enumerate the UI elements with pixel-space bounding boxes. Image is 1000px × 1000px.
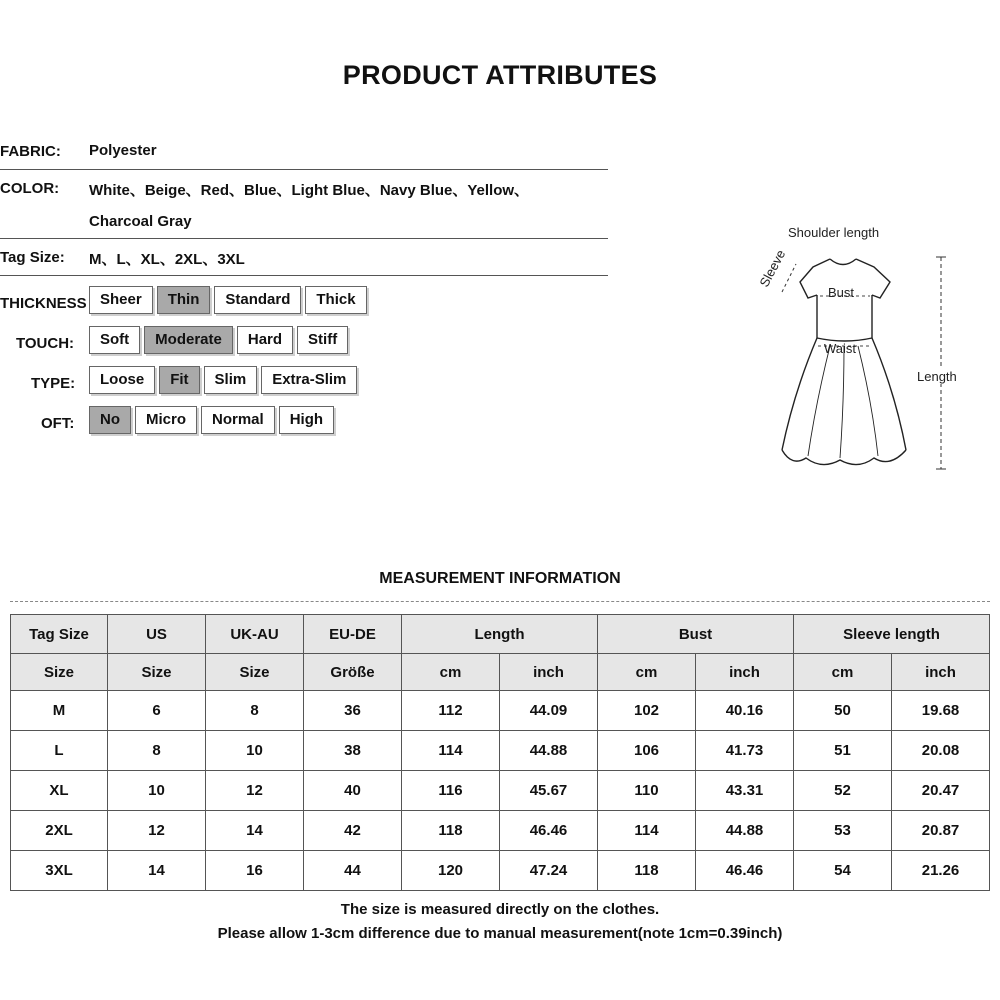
table-cell: 53 <box>794 811 892 851</box>
table-cell: 38 <box>304 731 402 771</box>
table-cell: 116 <box>402 771 500 811</box>
measurement-table <box>10 614 990 891</box>
table-cell: 47.24 <box>500 851 598 891</box>
subheader-cell: cm <box>402 654 500 691</box>
table-cell: 54 <box>794 851 892 891</box>
note-line-1: The size is measured directly on the clothes. <box>340 901 660 918</box>
header-tag-size: Tag Size <box>11 615 108 654</box>
type-option-loose: Loose <box>89 366 155 394</box>
type-label: TYPE: <box>31 375 76 392</box>
type-option-extra-slim: Extra-Slim <box>261 366 357 394</box>
oft-option-normal: Normal <box>201 406 275 434</box>
oft-option-no: No <box>89 406 131 434</box>
table-subheader-row <box>11 654 990 691</box>
table-cell: 10 <box>108 771 206 811</box>
type-option-fit: Fit <box>159 366 199 394</box>
subheader-cell: Size <box>206 654 304 691</box>
table-cell: 118 <box>402 811 500 851</box>
color-label: COLOR: <box>0 180 60 197</box>
subheader-cell: inch <box>892 654 990 691</box>
bust-label: Bust <box>828 285 855 300</box>
fabric-value: Polyester <box>89 142 157 159</box>
table-cell: 110 <box>598 771 696 811</box>
table-cell: 44.88 <box>500 731 598 771</box>
table-cell: 12 <box>108 811 206 851</box>
sleeve-label: Sleeve <box>756 247 789 290</box>
table-cell: 42 <box>304 811 402 851</box>
table-cell: 112 <box>402 691 500 731</box>
table-cell: 118 <box>598 851 696 891</box>
header-uk-au: UK-AU <box>206 615 304 654</box>
dress-measurement-diagram <box>750 222 980 482</box>
table-cell: 46.46 <box>500 811 598 851</box>
touch-option-moderate: Moderate <box>144 326 233 354</box>
header-length: Length <box>402 615 598 654</box>
divider <box>0 169 608 170</box>
color-value-line2: Charcoal Gray <box>89 213 192 230</box>
table-cell: 2XL <box>11 811 108 851</box>
table-cell: 19.68 <box>892 691 990 731</box>
sleeve-measure-line <box>782 264 796 292</box>
table-header-row <box>11 615 990 654</box>
table-row <box>11 811 990 851</box>
table-cell: 44.09 <box>500 691 598 731</box>
touch-options <box>89 326 348 354</box>
subheader-cell: Size <box>108 654 206 691</box>
subheader-cell: cm <box>598 654 696 691</box>
subheader-cell: inch <box>500 654 598 691</box>
subheader-cell: cm <box>794 654 892 691</box>
table-cell: 114 <box>598 811 696 851</box>
table-row <box>11 851 990 891</box>
table-cell: 14 <box>108 851 206 891</box>
table-cell: 46.46 <box>696 851 794 891</box>
table-cell: 102 <box>598 691 696 731</box>
color-value-line1: White、Beige、Red、Blue、Light Blue、Navy Blue、Yellow、 <box>89 182 530 199</box>
divider <box>0 238 608 239</box>
table-cell: M <box>11 691 108 731</box>
thickness-options <box>89 286 367 314</box>
table-cell: 8 <box>108 731 206 771</box>
oft-option-high: High <box>279 406 334 434</box>
table-cell: 44.88 <box>696 811 794 851</box>
touch-option-soft: Soft <box>89 326 140 354</box>
shoulder-length-label: Shoulder length <box>788 225 880 240</box>
table-cell: 40 <box>304 771 402 811</box>
fabric-label: FABRIC: <box>0 143 61 160</box>
tag-size-label: Tag Size: <box>0 249 65 266</box>
table-cell: 51 <box>794 731 892 771</box>
table-cell: XL <box>11 771 108 811</box>
subheader-cell: inch <box>696 654 794 691</box>
table-cell: 12 <box>206 771 304 811</box>
table-cell: 14 <box>206 811 304 851</box>
table-cell: 3XL <box>11 851 108 891</box>
type-options <box>89 366 357 394</box>
table-cell: 50 <box>794 691 892 731</box>
table-cell: 52 <box>794 771 892 811</box>
divider <box>0 275 608 276</box>
dashed-divider <box>10 601 990 602</box>
note-line-2: Please allow 1-3cm difference due to manual measurement(note 1cm=0.39inch) <box>217 925 783 942</box>
table-cell: 43.31 <box>696 771 794 811</box>
page-title: PRODUCT ATTRIBUTES <box>342 60 658 90</box>
table-cell: 20.47 <box>892 771 990 811</box>
subheader-cell: Size <box>11 654 108 691</box>
table-cell: 21.26 <box>892 851 990 891</box>
thickness-option-thin: Thin <box>157 286 211 314</box>
table-row <box>11 771 990 811</box>
thickness-option-thick: Thick <box>305 286 366 314</box>
table-cell: L <box>11 731 108 771</box>
header-bust: Bust <box>598 615 794 654</box>
table-cell: 114 <box>402 731 500 771</box>
type-option-slim: Slim <box>204 366 258 394</box>
touch-label: TOUCH: <box>16 335 75 352</box>
table-cell: 20.08 <box>892 731 990 771</box>
table-cell: 6 <box>108 691 206 731</box>
thickness-option-standard: Standard <box>214 286 301 314</box>
length-label: Length <box>917 369 957 384</box>
thickness-option-sheer: Sheer <box>89 286 153 314</box>
header-sleeve-length: Sleeve length <box>794 615 990 654</box>
table-cell: 20.87 <box>892 811 990 851</box>
table-cell: 36 <box>304 691 402 731</box>
touch-option-hard: Hard <box>237 326 293 354</box>
oft-options <box>89 406 334 434</box>
header-eu-de: EU-DE <box>304 615 402 654</box>
table-row <box>11 731 990 771</box>
table-cell: 106 <box>598 731 696 771</box>
oft-option-micro: Micro <box>135 406 197 434</box>
table-cell: 45.67 <box>500 771 598 811</box>
touch-option-stiff: Stiff <box>297 326 348 354</box>
table-cell: 40.16 <box>696 691 794 731</box>
table-cell: 120 <box>402 851 500 891</box>
table-cell: 44 <box>304 851 402 891</box>
tag-size-value: M、L、XL、2XL、3XL <box>89 251 245 268</box>
oft-label: OFT: <box>41 415 75 432</box>
table-cell: 10 <box>206 731 304 771</box>
waist-label: Waist <box>824 341 857 356</box>
header-us: US <box>108 615 206 654</box>
thickness-label: THICKNESS <box>0 295 87 312</box>
measurement-title: MEASUREMENT INFORMATION <box>379 570 621 587</box>
table-cell: 16 <box>206 851 304 891</box>
subheader-cell: Größe <box>304 654 402 691</box>
table-cell: 8 <box>206 691 304 731</box>
table-row <box>11 691 990 731</box>
table-cell: 41.73 <box>696 731 794 771</box>
